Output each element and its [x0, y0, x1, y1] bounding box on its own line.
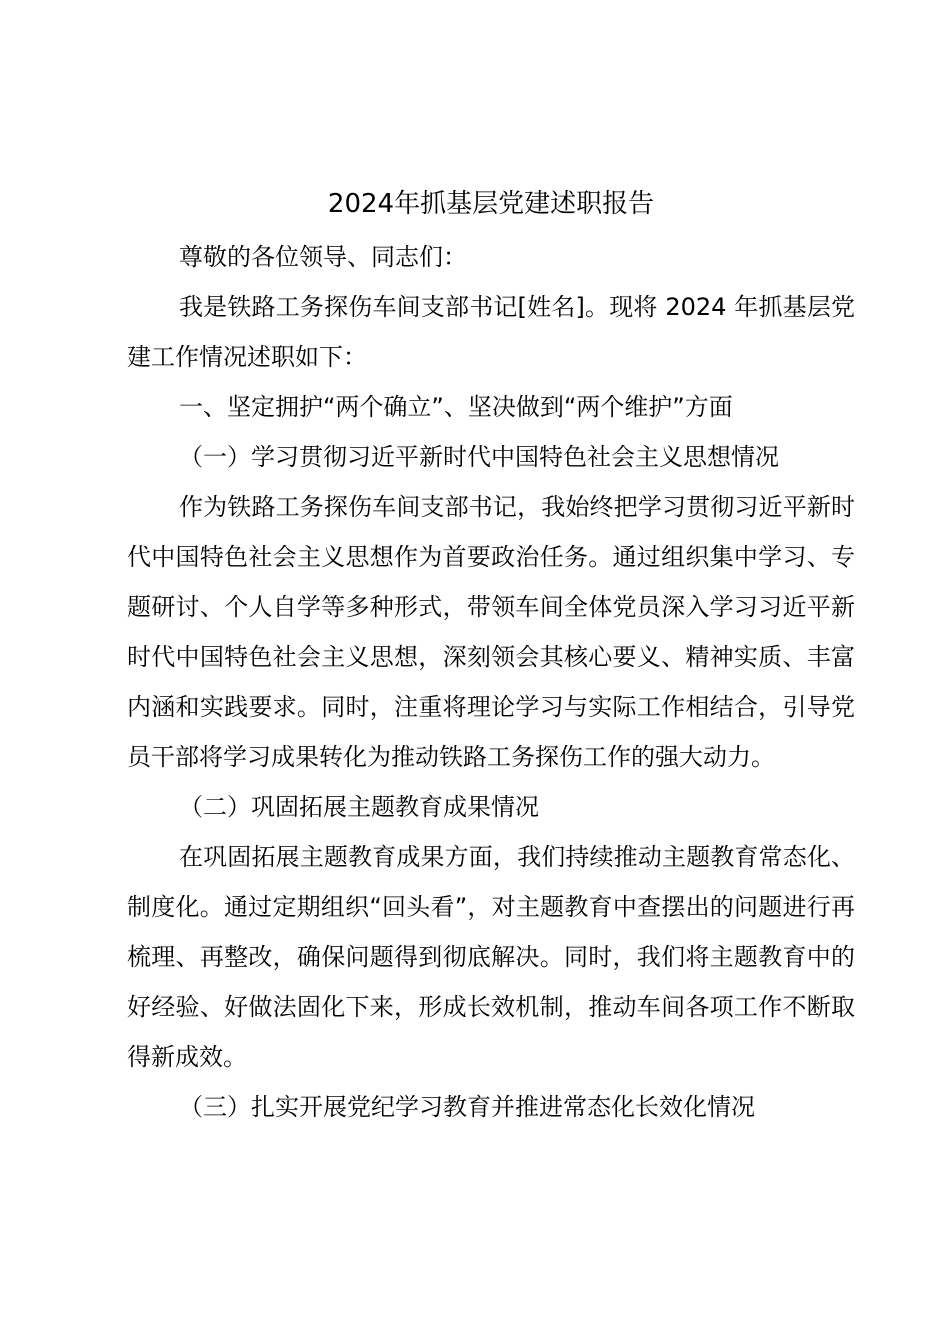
- document-title: 2024年抓基层党建述职报告: [327, 189, 655, 219]
- subsection-heading-3: （三）扎实开展党纪学习教育并推进常态化长效化情况: [179, 1093, 755, 1121]
- document-body: [127, 182, 855, 1132]
- section-heading-1: 一、坚定拥护“两个确立”、坚决做到“两个维护”方面: [179, 393, 733, 421]
- subsection-heading-1: （一）学习贯彻习近平新时代中国特色社会主义思想情况: [179, 443, 779, 471]
- subsection-heading-2: （二）巩固拓展主题教育成果情况: [179, 793, 539, 821]
- salutation: 尊敬的各位领导、同志们：: [179, 243, 467, 271]
- intro-paragraph: 我是铁路工务探伤车间支部书记[姓名]。现将 2024 年抓基层党建工作情况述职如下：: [127, 293, 855, 371]
- body-paragraph-1: 作为铁路工务探伤车间支部书记，我始终把学习贯彻习近平新时代中国特色社会主义思想作为首要政治任务。通过组织集中学习、专题研讨、个人自学等多种形式，带领车间全体党员深入学习习近平新时代中国特色社会主义思想，深刻领会其核心要义、精神实质、丰富内涵和实践要求。同时，注重将理论学习与实际工作相结合，引导党员干部将学习成果转化为推动铁路工务探伤工作的强大动力。: [127, 493, 855, 771]
- body-paragraph-2: 在巩固拓展主题教育成果方面，我们持续推动主题教育常态化、制度化。通过定期组织“回头看”，对主题教育中查摆出的问题进行再梳理、再整改，确保问题得到彻底解决。同时，我们将主题教育中的好经验、好做法固化下来，形成长效机制，推动车间各项工作不断取得新成效。: [127, 843, 855, 1071]
